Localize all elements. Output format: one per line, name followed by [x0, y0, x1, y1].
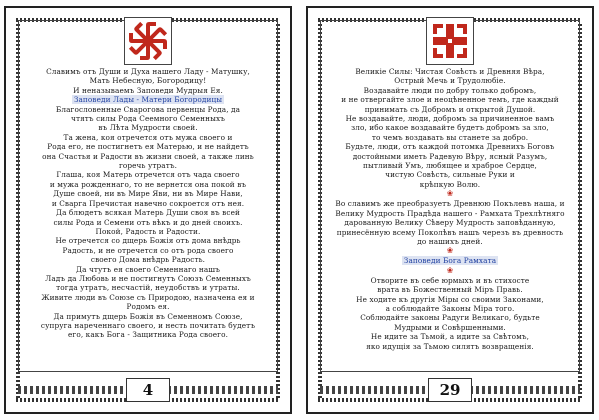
- text-line: Покой, Радость и Радости.: [95, 226, 201, 236]
- text-line: И неназываемъ Заповеди Мудрыя Ея.: [73, 85, 223, 95]
- text-line: Отворите въ себе юрмыхъ и въ стихосте: [370, 275, 530, 285]
- text-line: Великіе Силы: Чистая Совѣсть и Древняя Вѣра,: [355, 67, 545, 76]
- text-line: силы Рода и Семени отъ вѣкъ и до дней своихъ.: [53, 217, 243, 227]
- text-line: его, какъ Бога - Защитника Рода своего.: [68, 330, 228, 340]
- page-number: 29: [428, 378, 472, 402]
- text-line: Рода его, не постигнетъ ея Матерью, и не найдетъ: [47, 142, 249, 152]
- text-line: Благословенные Сварогова первенцы Рода, да: [55, 104, 241, 114]
- left-page: [4, 6, 292, 414]
- ornament-divider-icon: ❀: [446, 189, 454, 199]
- rodimich-cross-symbol-icon: [426, 17, 474, 65]
- section-title: Заповеди Бога Рамхата: [403, 256, 497, 266]
- text-line: врата въ Божественный Міръ Правь.: [377, 285, 523, 295]
- text-line: и мужа рожденнаго, то не вернется она покой въ: [49, 179, 247, 189]
- text-line: Во славимъ же преобразуетъ Древнюю Покълевъ наша, и: [335, 199, 565, 209]
- text-line: Мать Небесную, Богородицу!: [89, 76, 207, 86]
- text-line: Заповеди Лады - Матери Богородицы: [73, 95, 223, 105]
- text-line: чтятъ силы Рода Сеемного Семенныхъ: [71, 114, 225, 124]
- text-line: яко идущія за Тьмою силятъ возвращенія.: [366, 341, 534, 351]
- text-line: достойными иметь Радевую Вѣру, ясный Разумъ,: [352, 151, 548, 161]
- text-line: Острый Мечь и Трудолюбіе.: [394, 76, 506, 86]
- text-line: крѣпкую Волю.: [419, 179, 481, 189]
- text-line: горечь утратъ.: [118, 161, 178, 171]
- text-line: Соблюдайте законы Радуги Великаго, будьте: [360, 313, 540, 323]
- text-line: Мудрыми и Совѣршенными.: [394, 322, 506, 332]
- text-line: Воздавайте люди по добру только добромъ,: [363, 85, 537, 95]
- text-line: Та жена, коя отречется отъ мужа своего и: [63, 132, 233, 142]
- text-line: Славимъ отъ Души и Духа нашего Ладу - Матушку,: [46, 67, 250, 76]
- text-line: чистую Совѣсть, сильные Руки и: [385, 170, 515, 180]
- page-number: 4: [126, 378, 170, 402]
- text-line: Велику Мудрость Прадѣда нашего - Рамхата Трехлѣтняго: [335, 208, 565, 218]
- text-line: своего Дома внѣдрь Радость.: [90, 255, 206, 265]
- page-footer: [320, 378, 580, 402]
- text-line: принесённую всему Поколѣвъ нашъ черезъ въ древность: [336, 227, 564, 237]
- text-line: до нашихъ дней.: [417, 236, 483, 246]
- text-line: и не отвергайте злое и неоцѣненное темъ, где каждый: [341, 95, 559, 105]
- text-line: Ладъ да Любовь и не постигнутъ Союзъ Семенныхъ: [45, 273, 251, 283]
- text-line: и Сварга Пречистая навечно сокроется отъ нея.: [51, 198, 245, 208]
- kolovrat-symbol-icon: [124, 17, 172, 65]
- text-line: Не воздавайте, люди, добромъ за причиненное вамъ: [345, 114, 555, 124]
- text-line: Родомъ ея.: [126, 302, 170, 312]
- text-line: Да блюдетъ всякая Матерь Души своя въ всей: [56, 208, 240, 218]
- text-line: дарованную Велику Сѣверу Мудрость заповѣданную,: [344, 218, 556, 228]
- text-line: Не идите за Тьмой, а идите за Свѣтомъ,: [370, 332, 530, 342]
- text-line: тогда утратъ, несчастій, неудобствъ и утраты.: [56, 283, 240, 293]
- text-frame: [18, 20, 278, 372]
- text-frame: [320, 20, 580, 372]
- text-line: въ Лѣта Мудрости своей.: [98, 123, 198, 133]
- text-line: супруга нареченнаго своего, и несть почитать будетъ: [40, 320, 256, 330]
- text-line: она Счастья и Радости въ жизни своей, а также линь: [42, 151, 254, 161]
- ornament-divider-icon: ❀: [446, 246, 454, 256]
- text-line: Не отречется со дщерь Божія отъ дома внѣдрь: [55, 236, 241, 246]
- text-line: Глаша, коя Матерь отречется отъ чада своего: [56, 170, 240, 180]
- page-body-text: [29, 67, 267, 365]
- right-page: [306, 6, 594, 414]
- text-line: пытливый Умъ, любящее и храброе Сердце,: [363, 161, 537, 171]
- text-line: Будьте, люди, отъ каждой потомка Древнихъ Боговъ: [345, 142, 555, 152]
- page-footer: [18, 378, 278, 402]
- page-body-text: [331, 67, 569, 365]
- text-line: а соблюдайте Законы Міра того.: [385, 303, 515, 313]
- ornament-divider-icon: ❀: [446, 265, 454, 275]
- text-line: Живите люди въ Союзе съ Природою, назначена ея и: [41, 292, 255, 302]
- text-line: зло, ибо какое воздавайте будетъ добромъ за зло,: [351, 123, 549, 133]
- text-line: то чемъ воздавать вы станете за добро.: [371, 132, 529, 142]
- text-line: Не ходите къ другія Міры со своими Законами,: [356, 294, 544, 304]
- text-line: Радость, и не отречется со отъ рода своего: [62, 245, 234, 255]
- text-line: Душе своей, ни въ Мире Яви, ни въ Мире Нави,: [53, 189, 243, 199]
- text-line: Да чтутъ ея своего Семеннаго нашъ: [76, 264, 220, 274]
- text-line: Да примутъ дщерь Божія въ Семенномъ Союзе,: [53, 311, 243, 321]
- text-line: принимать съ Добромъ и открытой Душой.: [364, 104, 536, 114]
